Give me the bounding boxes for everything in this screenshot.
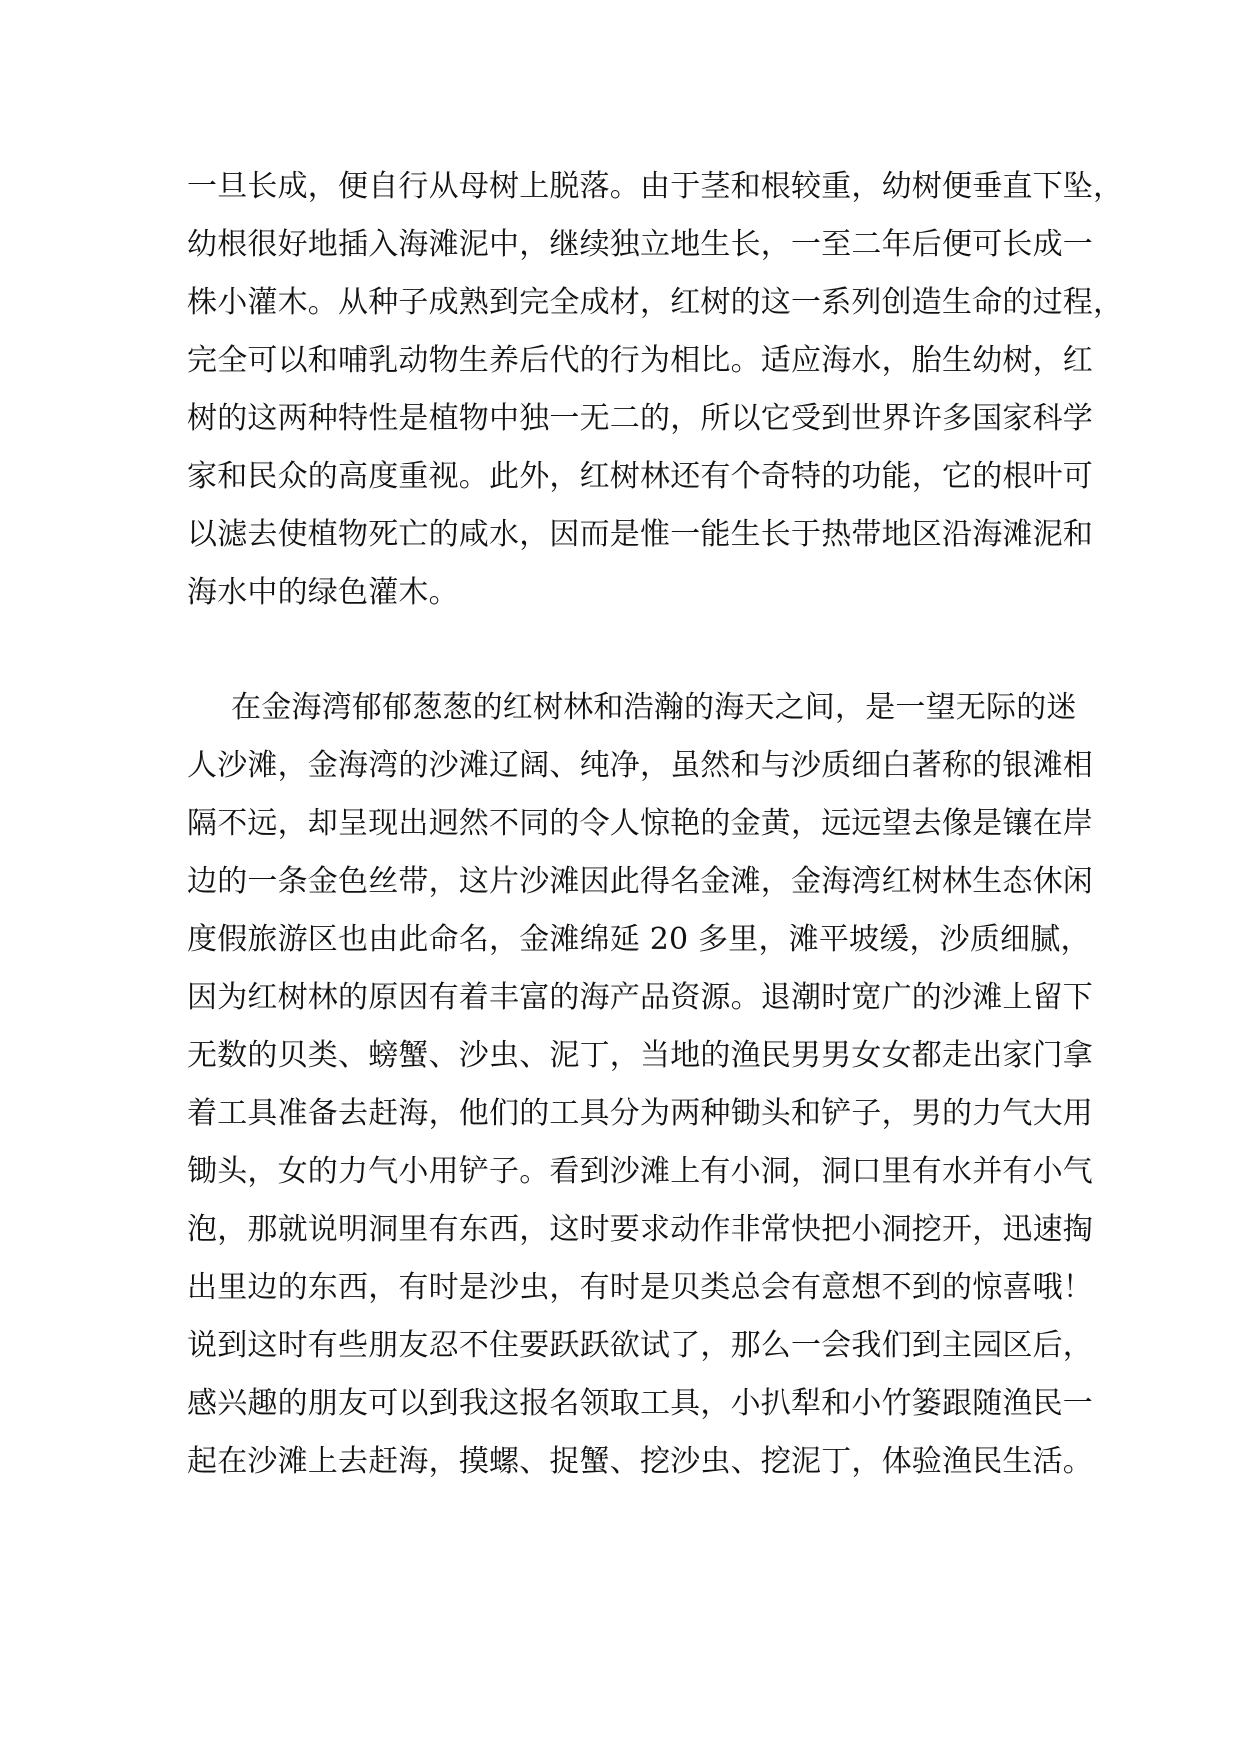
text-line: 说到这时有些朋友忍不住要跃跃欲试了，那么一会我们到主园区后， xyxy=(187,1328,1093,1363)
text-line: 出里边的东西，有时是沙虫，有时是贝类总会有意想不到的惊喜哦！ xyxy=(187,1270,1093,1305)
text-line: 锄头，女的力气小用铲子。看到沙滩上有小洞，洞口里有水并有小气 xyxy=(187,1154,1093,1189)
text-line: 度假旅游区也由此命名，金滩绵延 20 多里，滩平坡缓，沙质细腻， xyxy=(187,922,1091,957)
text-line: 边的一条金色丝带，这片沙滩因此得名金滩，金海湾红树林生态休闲 xyxy=(187,864,1093,899)
text-line: 以滤去使植物死亡的咸水，因而是惟一能生长于热带地区沿海滩泥和 xyxy=(187,517,1093,552)
text-line: 幼根很好地插入海滩泥中，继续独立地生长，一至二年后便可长成一 xyxy=(187,227,1093,262)
text-line: 树的这两种特性是植物中独一无二的，所以它受到世界许多国家科学 xyxy=(187,401,1093,436)
text-line: 一旦长成，便自行从母树上脱落。由于茎和根较重，幼树便垂直下坠， xyxy=(187,169,1124,204)
text-line-last: 海水中的绿色灌木。 xyxy=(187,575,459,610)
text-line: 株小灌木。从种子成熟到完全成材，红树的这一系列创造生命的过程， xyxy=(187,285,1124,320)
text-line: 着工具准备去赶海，他们的工具分为两种锄头和铲子，男的力气大用 xyxy=(187,1096,1093,1131)
paragraph-2 xyxy=(187,679,1093,1491)
text-line: 无数的贝类、螃蟹、沙虫、泥丁，当地的渔民男男女女都走出家门拿 xyxy=(187,1038,1093,1073)
paragraph-1 xyxy=(187,158,1124,622)
text-line: 完全可以和哺乳动物生养后代的行为相比。适应海水，胎生幼树，红 xyxy=(187,343,1093,378)
text-line: 泡，那就说明洞里有东西，这时要求动作非常快把小洞挖开，迅速掏 xyxy=(187,1212,1093,1247)
text-line-indented: 在金海湾郁郁葱葱的红树林和浩瀚的海天之间，是一望无际的迷 xyxy=(231,690,1077,725)
text-line: 因为红树林的原因有着丰富的海产品资源。退潮时宽广的沙滩上留下 xyxy=(187,980,1093,1015)
text-line: 人沙滩，金海湾的沙滩辽阔、纯净，虽然和与沙质细白著称的银滩相 xyxy=(187,748,1093,783)
text-line: 起在沙滩上去赶海，摸螺、捉蟹、挖沙虫、挖泥丁，体验渔民生活。 xyxy=(187,1444,1093,1479)
text-line: 家和民众的高度重视。此外，红树林还有个奇特的功能，它的根叶可 xyxy=(187,459,1093,494)
text-line: 隔不远，却呈现出迥然不同的令人惊艳的金黄，远远望去像是镶在岸 xyxy=(187,806,1093,841)
text-line: 感兴趣的朋友可以到我这报名领取工具，小扒犁和小竹篓跟随渔民一 xyxy=(187,1386,1093,1421)
